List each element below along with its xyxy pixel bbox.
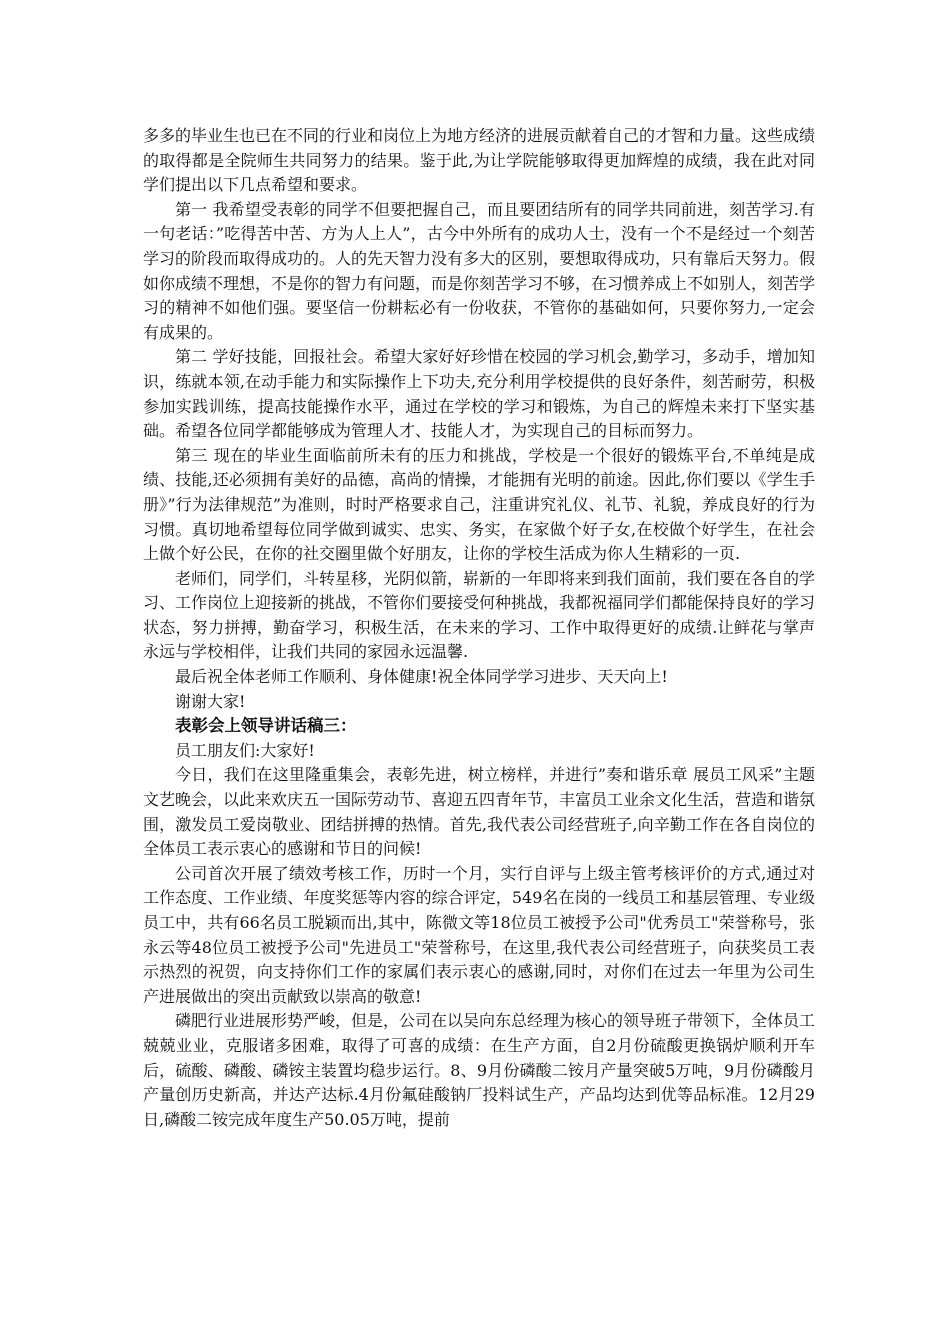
paragraph: 公司首次开展了绩效考核工作，历时一个月，实行自评与上级主管考核评价的方式,通过对工作态度、工作业绩、年度奖惩等内容的综合评定，549名在岗的一线员工和基层管理、专业级员工中，共有66名员工脱颖而出,其中，陈微文等18位员工被授予公司"优秀员工"荣誉称号，张永云等48位员工被授予公司"先进员工"荣誉称号，在这里,我代表公司经营班子，向获奖员工表示热烈的祝贺，向支持你们工作的家属们表示衷心的感谢,同时，对你们在过去一年里为公司生产进展做出的突出贡献致以崇高的敬意! (143, 863, 815, 1006)
section-heading: 表彰会上领导讲话稿三： (175, 716, 357, 736)
paragraph: 最后祝全体老师工作顺利、身体健康!祝全体同学学习进步、天天向上! (175, 667, 668, 687)
paragraph: 第二 学好技能，回报社会。希望大家好好珍惜在校园的学习机会,勤学习，多动手，增加知识，练就本领,在动手能力和实际操作上下功夫,充分利用学校提供的良好条件，刻苦耐劳，积极参加实践训练，提高技能操作水平，通过在学校的学习和锻炼，为自己的辉煌未来打下坚实基础。希望各位同学都能够成为管理人才、技能人才，为实现自己的目标而努力。 (143, 347, 815, 441)
paragraph: 第一 我希望受表彰的同学不但要把握自己，而且要团结所有的同学共同前进，刻苦学习.有一句老话：”吃得苦中苦、方为人上人”，古今中外所有的成功人士，没有一个不是经过一个刻苦学习的阶段而取得成功的。人的先天智力没有多大的区别，要想取得成功，只有靠后天努力。假如你成绩不理想，不是你的智力有问题，而是你刻苦学习不够，在习惯养成上不如别人，刻苦学习的精神不如他们强。要坚信一份耕耘必有一份收获，不管你的基础如何，只要你努力,一定会有成果的。 (143, 199, 816, 342)
paragraph: 老师们，同学们，斗转星移，光阴似箭，崭新的一年即将来到我们面前，我们要在各自的学习、工作岗位上迎接新的挑战，不管你们要接受何种挑战，我都祝福同学们都能保持良好的学习状态，努力拼搏，勤奋学习，积极生活，在未来的学习、工作中取得更好的成绩.让鲜花与掌声永远与学校相伴，让我们共同的家园永远温馨. (143, 568, 816, 662)
paragraph: 谢谢大家! (175, 691, 246, 711)
document-body (143, 124, 815, 1132)
paragraph: 员工朋友们:大家好! (175, 740, 315, 760)
paragraph: 第三 现在的毕业生面临前所未有的压力和挑战，学校是一个很好的锻炼平台,不单纯是成绩、技能,还必须拥有美好的品德，高尚的情操，才能拥有光明的前途。因此,你们要以《学生手册》”行为法律规范”为准则，时时严格要求自己，注重讲究礼仪、礼节、礼貌，养成良好的行为习惯。真切地希望每位同学做到诚实、忠实、务实，在家做个好子女,在校做个好学生，在社会上做个好公民，在你的社交圈里做个好朋友，让你的学校生活成为你人生精彩的一页. (143, 445, 815, 564)
paragraph: 磷肥行业进展形势严峻，但是，公司在以吴向东总经理为核心的领导班子带领下，全体员工兢兢业业，克服诸多困难，取得了可喜的成绩：在生产方面，自2月份硫酸更换锅炉顺利开车后，硫酸、磷酸、磷铵主装置均稳步运行。8、9月份磷酸二铵月产量突破5万吨，9月份磷酸月产量创历史新高，并达产达标.4月份氟硅酸钠厂投料试生产，产品均达到优等品标准。12月29日,磷酸二铵完成年度生产50.05万吨，提前 (143, 1011, 816, 1129)
paragraph: 多多的毕业生也已在不同的行业和岗位上为地方经济的进展贡献着自己的才智和力量。这些成绩的取得都是全院师生共同努力的结果。鉴于此,为让学院能够取得更加辉煌的成绩，我在此对同学们提出以下几点希望和要求。 (143, 126, 816, 195)
paragraph: 今日，我们在这里隆重集会，表彰先进，树立榜样，并进行”奏和谐乐章 展员工风采”主题文艺晚会，以此来欢庆五一国际劳动节、喜迎五四青年节，丰富员工业余文化生活，营造和谐氛围，激发员工爱岗敬业、团结拼搏的热情。首先,我代表公司经营班子,向辛勤工作在各自岗位的全体员工表示衷心的感谢和节日的问候! (143, 765, 816, 859)
